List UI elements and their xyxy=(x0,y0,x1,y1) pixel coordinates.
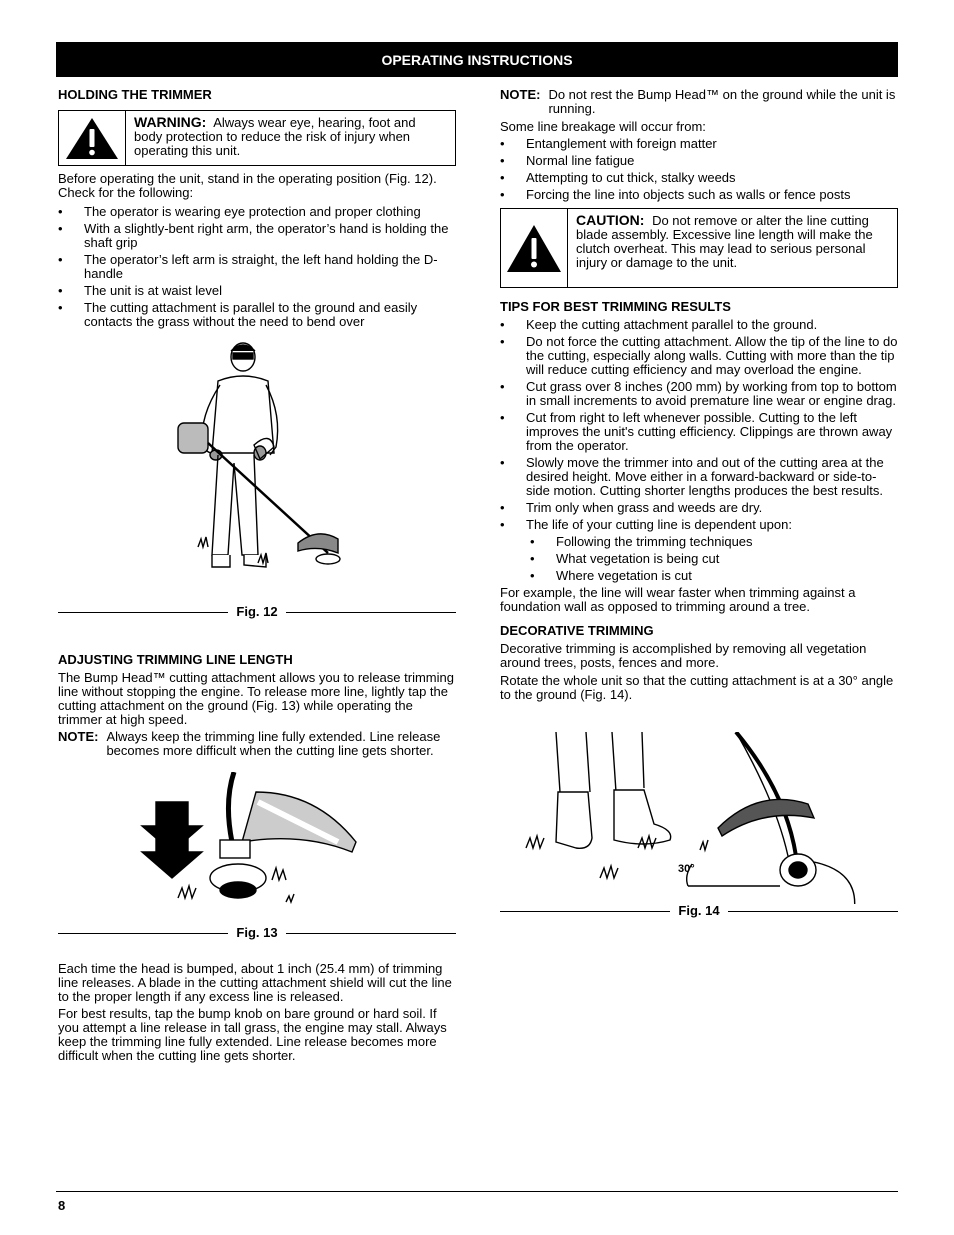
list-item: • Following the trimming techniques xyxy=(500,535,898,549)
breakage-intro: Some line breakage will occur from: xyxy=(500,119,706,134)
fig-12-caption xyxy=(58,605,456,619)
caution-label: CAUTION: xyxy=(576,212,645,228)
decorative-heading: DECORATIVE TRIMMING xyxy=(500,623,654,638)
list-item: • Keep the cutting attachment parallel to the ground. xyxy=(500,318,898,332)
section-title: OPERATING INSTRUCTIONS xyxy=(381,51,573,68)
adjusting-para-1: Each time the head is bumped, about 1 inch (25.4 mm) of trimming line releases. A blade in the cutting attachment shield will cut the line to the proper length if any excess line is released. xyxy=(58,961,452,1004)
list-item: • Cut grass over 8 inches (200 mm) by working from top to bottom in small increments to avoid premature line wear or engine drag. xyxy=(500,380,898,408)
bump-head-note xyxy=(500,88,898,116)
list-item: • Trim only when grass and weeds are dry. xyxy=(500,501,898,515)
adjusting-note xyxy=(58,730,456,758)
right-column xyxy=(500,88,898,918)
caution-triangle-icon xyxy=(501,209,568,287)
caution-text: Do not remove or alter the line cutting blade assembly. Excessive line length will make the clutch overheat. This may lead to serious personal injury or damage to the unit. xyxy=(576,213,873,270)
holding-intro: Before operating the unit, stand in the operating position (Fig. 12). Check for the following: xyxy=(58,171,437,200)
caption-text: Fig. 13 xyxy=(236,925,278,940)
angle-label: 30° xyxy=(678,863,695,875)
footer-rule xyxy=(56,1191,898,1192)
list-item: • With a slightly-bent right arm, the operator’s hand is holding the shaft grip xyxy=(58,222,456,250)
figure-14 xyxy=(500,732,898,904)
caption-rule xyxy=(58,612,228,613)
figure-12 xyxy=(58,333,456,601)
warning-text: Always wear eye, hearing, foot and body protection to reduce the risk of injury when operating this unit. xyxy=(134,115,416,158)
tips-heading: TIPS FOR BEST TRIMMING RESULTS xyxy=(500,299,731,314)
decorative-para-2: Rotate the whole unit so that the cutting attachment is at a 30° angle to the ground (Fig. 14). xyxy=(500,673,894,702)
list-item: • Slowly move the trimmer into and out of the cutting area at the desired height. Move either in a forward-backward or side-to-side motion. Cutting shorter lengths produces the best results. xyxy=(500,456,898,498)
list-item: • The operator is wearing eye protection and proper clothing xyxy=(58,205,456,219)
fig-13-caption xyxy=(58,926,456,940)
tips-list xyxy=(500,318,898,532)
holding-heading: HOLDING THE TRIMMER xyxy=(58,87,212,102)
operator-illustration xyxy=(58,333,456,601)
list-item: • Forcing the line into objects such as walls or fence posts xyxy=(500,188,898,202)
caution-text-block xyxy=(568,209,897,287)
list-item: • Entanglement with foreign matter xyxy=(500,137,898,151)
list-item: • The unit is at waist level xyxy=(58,284,456,298)
list-item: • Cut from right to left whenever possible. Cutting to the left improves the unit's cutting efficiency. Clippings are thrown away from the operator. xyxy=(500,411,898,453)
fig-14-caption xyxy=(500,904,898,918)
breakage-list xyxy=(500,137,898,202)
list-item: • Normal line fatigue xyxy=(500,154,898,168)
caption-rule xyxy=(500,911,670,912)
list-item: • The cutting attachment is parallel to the ground and easily contacts the grass without the need to bend over xyxy=(58,301,456,329)
list-item: • The operator’s left arm is straight, the left hand holding the D-handle xyxy=(58,253,456,281)
section-banner xyxy=(56,42,898,77)
note-text: Do not rest the Bump Head™ on the ground while the unit is running. xyxy=(548,87,896,116)
list-item: • The life of your cutting line is dependent upon: xyxy=(500,518,898,532)
list-item: • Do not force the cutting attachment. Allow the tip of the line to do the cutting, especially along walls. Cutting with more than the tip will reduce cutting efficiency and may overload the engine. xyxy=(500,335,898,377)
note-text: Always keep the trimming line fully extended. Line release becomes more difficult when the cutting line gets shorter. xyxy=(106,729,441,758)
list-item: • Where vegetation is cut xyxy=(500,569,898,583)
decorative-para-1: Decorative trimming is accomplished by removing all vegetation around trees, posts, fences and more. xyxy=(500,641,867,670)
caption-text: Fig. 12 xyxy=(236,604,278,619)
warning-box xyxy=(58,110,456,166)
caution-box xyxy=(500,208,898,288)
bump-head-illustration xyxy=(58,772,456,924)
warning-label: WARNING: xyxy=(134,114,207,130)
page-number: 8 xyxy=(58,1198,66,1213)
tips-example: For example, the line will wear faster when trimming against a foundation wall as opposed to trimming around a tree. xyxy=(500,585,856,614)
adjusting-heading: ADJUSTING TRIMMING LINE LENGTH xyxy=(58,652,293,667)
warning-triangle-icon xyxy=(59,111,126,165)
note-label: NOTE: xyxy=(500,87,541,102)
caption-text: Fig. 14 xyxy=(678,903,720,918)
caption-rule xyxy=(286,933,456,934)
adjusting-text: The Bump Head™ cutting attachment allows you to release trimming line without stopping the engine. To release more line, lightly tap the cutting attachment on the ground (Fig. 13) while operating the trimmer at high speed. xyxy=(58,670,454,727)
holding-checklist xyxy=(58,205,456,329)
list-item: • What vegetation is being cut xyxy=(500,552,898,566)
adjusting-para-2: For best results, tap the bump knob on bare ground or hard soil. If you attempt a line release in tall grass, the engine may stall. Always keep the trimming line fully extended. Line release becomes more difficult when the cutting line gets shorter. xyxy=(58,1006,447,1063)
warning-text-block xyxy=(126,111,455,165)
caption-rule xyxy=(58,933,228,934)
note-label: NOTE: xyxy=(58,729,99,744)
decorative-trimming-illustration xyxy=(500,732,898,904)
caption-rule xyxy=(286,612,456,613)
left-column xyxy=(58,88,456,1067)
line-life-sublist xyxy=(500,535,898,583)
caption-rule xyxy=(728,911,898,912)
figure-13 xyxy=(58,772,456,924)
list-item: • Attempting to cut thick, stalky weeds xyxy=(500,171,898,185)
